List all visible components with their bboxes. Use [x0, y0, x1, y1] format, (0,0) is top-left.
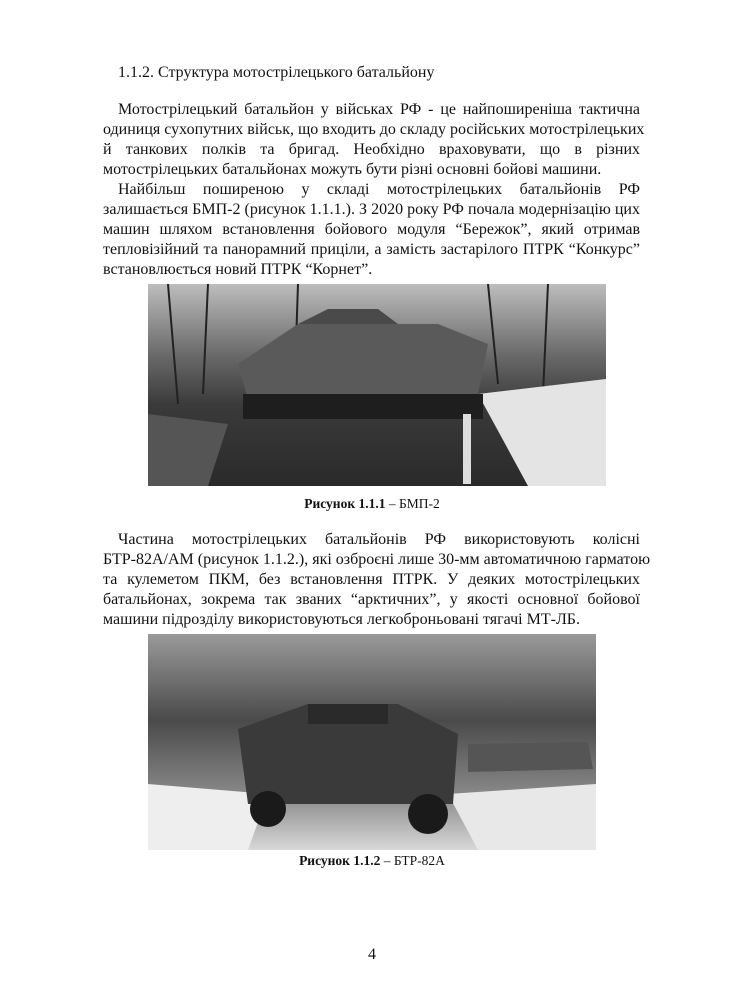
btr82a-photo-icon	[148, 634, 596, 850]
figure-label: Рисунок 1.1.2	[299, 853, 381, 868]
text-line: мотострілецьких батальйонах можуть бути різні основні бойові машини.	[103, 161, 602, 178]
paragraph-3	[103, 530, 651, 630]
figure-title: – БМП-2	[385, 496, 440, 511]
text-line: тепловізійний та панорамний приціли, а замість застарілого ПТРК “Конкурс”	[103, 241, 640, 258]
text-line: Частина мотострілецьких батальйонів РФ використовують колісні	[118, 531, 640, 548]
paragraph-1	[103, 100, 645, 180]
text-line: та кулеметом ПКМ, без встановлення ПТРК. У деяких мотострілецьких	[103, 571, 640, 588]
text-line: машини підрозділу використовуються легкоброньовані тягачі МТ-ЛБ.	[103, 611, 580, 628]
text-line: батальйонах, зокрема так званих “арктичних”, у якості основної бойової	[103, 591, 640, 608]
text-line: БТР-82А/АМ (рисунок 1.1.2.), які озброєні лише 30-мм автоматичною гарматою	[103, 551, 651, 568]
text-line: й танкових полків та бригад. Необхідно враховувати, що в різних	[103, 141, 640, 158]
text-line: одиниця сухопутних військ, що входить до складу російських мотострілецьких	[103, 121, 645, 138]
figure-title: – БТР-82А	[380, 853, 445, 868]
figure-caption-1	[0, 496, 744, 512]
text-line: встановлюється новий ПТРК “Корнет”.	[103, 261, 373, 278]
figure-image-btr82a	[148, 634, 596, 850]
text-line: залишається БМП-2 (рисунок 1.1.1.). З 2020 року РФ почала модернізацію цих	[103, 201, 640, 218]
paragraph-2	[103, 180, 640, 280]
figure-image-bmp2	[148, 284, 606, 486]
page-number: 4	[368, 946, 376, 963]
bmp2-photo-icon	[148, 284, 606, 486]
figure-label: Рисунок 1.1.1	[304, 496, 386, 511]
text-line: машин шляхом встановлення бойового модуля “Бережок”, який отримав	[103, 221, 640, 238]
text-line: Найбільш поширеною у складі мотострілецьких батальйонів РФ	[118, 181, 640, 198]
text-line: Мотострілецький батальйон у військах РФ - це найпоширеніша тактична	[118, 101, 640, 118]
figure-caption-2	[0, 853, 744, 869]
section-heading: 1.1.2. Структура мотострілецького батальйону	[118, 64, 435, 81]
